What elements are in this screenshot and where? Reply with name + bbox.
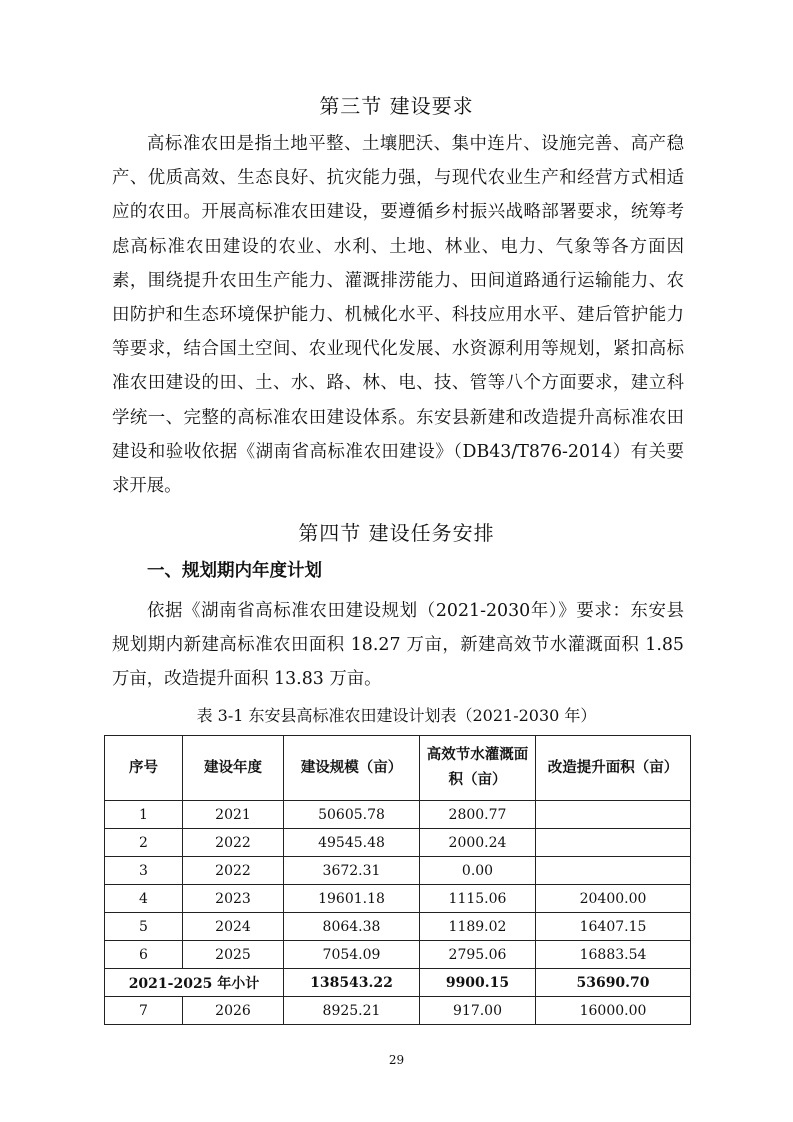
table-row (105, 997, 691, 1025)
cell-irrigation: 917.00 (420, 997, 536, 1025)
cell-irrigation: 2800.77 (420, 801, 536, 829)
cell-index: 7 (105, 997, 183, 1025)
cell-irrigation: 2795.06 (420, 941, 536, 969)
cell-upgrade (536, 801, 691, 829)
construction-plan-table (104, 735, 691, 1025)
cell-upgrade: 16407.15 (536, 913, 691, 941)
header-index: 序号 (105, 736, 183, 801)
cell-upgrade: 16883.54 (536, 941, 691, 969)
cell-upgrade: 20400.00 (536, 885, 691, 913)
subtotal-irrigation: 9900.15 (420, 969, 536, 997)
cell-scale: 8925.21 (284, 997, 420, 1025)
subheading-annual-plan: 一、规划期内年度计划 (147, 561, 322, 581)
table-row (105, 829, 691, 857)
table-row (105, 801, 691, 829)
cell-irrigation: 2000.24 (420, 829, 536, 857)
cell-index: 1 (105, 801, 183, 829)
cell-irrigation: 0.00 (420, 857, 536, 885)
page-number: 29 (388, 1053, 405, 1067)
cell-year: 2022 (183, 829, 284, 857)
header-upgrade: 改造提升面积（亩） (536, 736, 691, 801)
cell-scale: 49545.48 (284, 829, 420, 857)
cell-year: 2026 (183, 997, 284, 1025)
section-3-title: 第三节 建设要求 (319, 94, 474, 118)
section-4-title: 第四节 建设任务安排 (298, 521, 495, 545)
cell-index: 4 (105, 885, 183, 913)
cell-year: 2023 (183, 885, 284, 913)
cell-upgrade: 16000.00 (536, 997, 691, 1025)
table-header-row (105, 736, 691, 801)
table-row (105, 885, 691, 913)
section-4-paragraph: 依据《湖南省高标准农田建设规划（2021-2030年）》要求：东安县规划期内新建高标准农田面积 18.27 万亩，新建高效节水灌溉面积 1.85 万亩，改造提升面积 13.83 万亩。 (112, 601, 684, 690)
cell-year: 2025 (183, 941, 284, 969)
cell-upgrade (536, 829, 691, 857)
cell-year: 2021 (183, 801, 284, 829)
subtotal-label: 2021-2025 年小计 (105, 969, 284, 997)
cell-index: 5 (105, 913, 183, 941)
cell-index: 2 (105, 829, 183, 857)
cell-scale: 7054.09 (284, 941, 420, 969)
cell-index: 6 (105, 941, 183, 969)
cell-irrigation: 1189.02 (420, 913, 536, 941)
cell-year: 2024 (183, 913, 284, 941)
section-3-paragraph: 高标准农田是指土地平整、土壤肥沃、集中连片、设施完善、高产稳产、优质高效、生态良好、抗灾能力强，与现代农业生产和经营方式相适应的农田。开展高标准农田建设，要遵循乡村振兴战略部署要求，统筹考虑高标准农田建设的农业、水利、土地、林业、电力、气象等各方面因素，围绕提升农田生产能力、灌溉排涝能力、田间道路通行运输能力、农田防护和生态环境保护能力、机械化水平、科技应用水平、建后管护能力等要求，结合国土空间、农业现代化发展、水资源利用等规划，紧扣高标准农田建设的田、土、水、路、林、电、技、管等八个方面要求，建立科学统一、完整的高标准农田建设体系。东安县新建和改造提升高标准农田建设和验收依据《湖南省高标准农田建设》（DB43/T876-2014）有关要求开展。 (112, 134, 684, 497)
cell-scale: 50605.78 (284, 801, 420, 829)
cell-scale: 19601.18 (284, 885, 420, 913)
header-year: 建设年度 (183, 736, 284, 801)
cell-year: 2022 (183, 857, 284, 885)
table-row (105, 857, 691, 885)
cell-scale: 8064.38 (284, 913, 420, 941)
table-row (105, 941, 691, 969)
cell-index: 3 (105, 857, 183, 885)
header-irrigation: 高效节水灌溉面积（亩） (420, 736, 536, 801)
subtotal-row (105, 969, 691, 997)
table-caption: 表 3-1 东安县高标准农田建设计划表（2021-2030 年） (196, 706, 597, 725)
subtotal-scale: 138543.22 (284, 969, 420, 997)
table-row (105, 913, 691, 941)
subtotal-upgrade: 53690.70 (536, 969, 691, 997)
cell-scale: 3672.31 (284, 857, 420, 885)
cell-irrigation: 1115.06 (420, 885, 536, 913)
cell-upgrade (536, 857, 691, 885)
header-scale: 建设规模（亩） (284, 736, 420, 801)
